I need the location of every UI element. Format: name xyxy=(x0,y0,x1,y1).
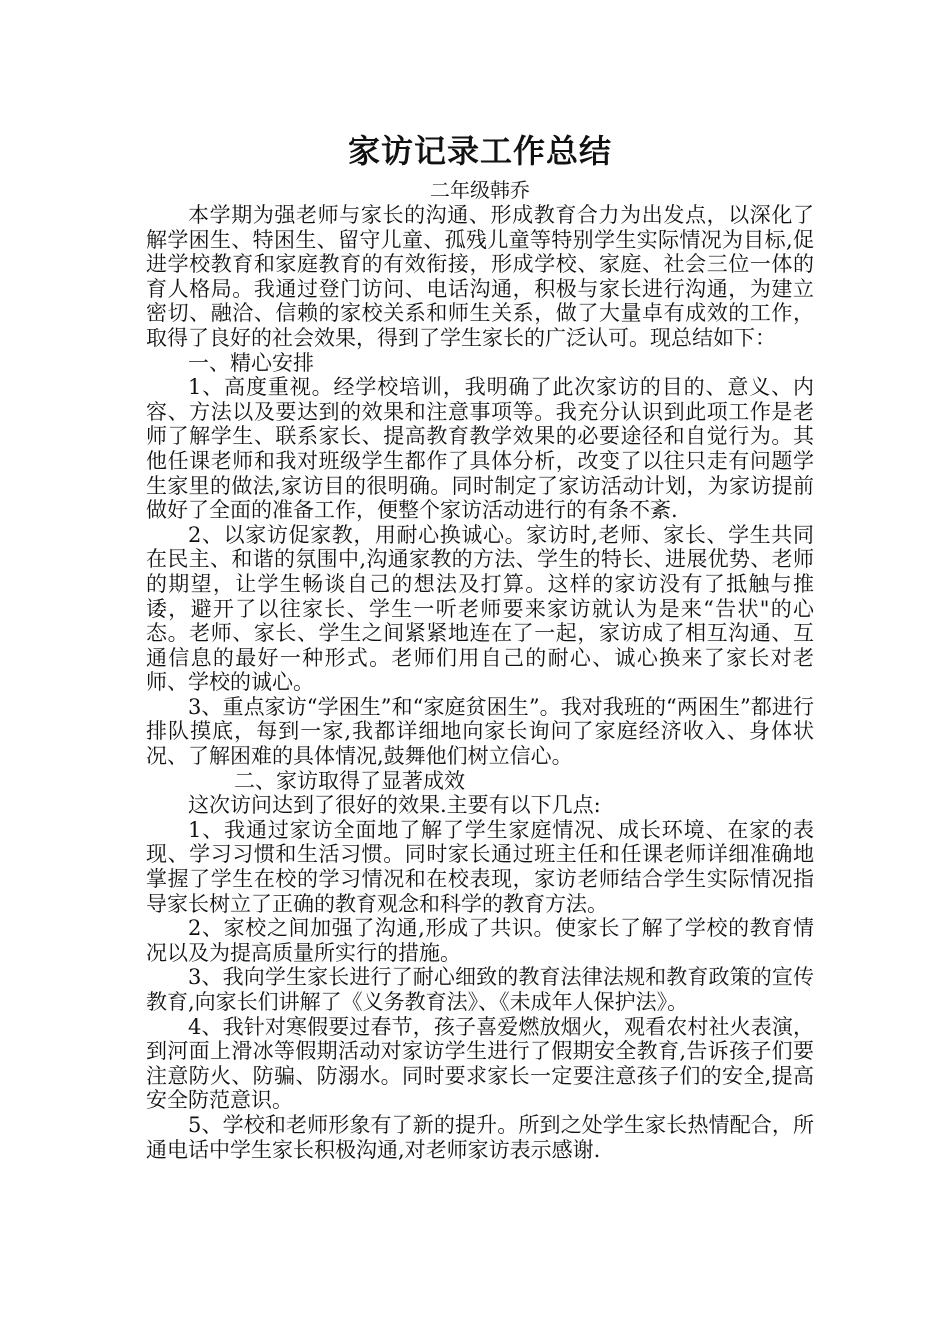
section2-item-1: 1、我通过家访全面地了解了学生家庭情况、成长环境、在家的表现、学习习惯和生活习惯。同时家长通过班主任和任课老师详细准确地掌握了学生在校的学习情况和在校表现，家访老师结合学生实际情况指导家长树立了正确的教育观念和科学的教育方法。 xyxy=(146,817,814,916)
document-title: 家访记录工作总结 xyxy=(347,132,612,170)
section2-item-4: 4、我针对寒假要过春节，孩子喜爱燃放烟火，观看农村社火表演，到河面上滑冰等假期活动对家访学生进行了假期安全教育,告诉孩子们要注意防火、防骗、防溺水。同时要求家长一定要注意孩子们的安全,提高安全防范意识。 xyxy=(146,1014,814,1113)
section1-item-3: 3、重点家访“学困生”和“家庭贫困生”。我对我班的“两困生”都进行排队摸底，每到一家,我都详细地向家长询问了家庭经济收入、身体状况、了解困难的具体情况,鼓舞他们树立信心。 xyxy=(146,694,814,769)
document-page xyxy=(146,125,814,1162)
intro-paragraph: 本学期为强老师与家长的沟通、形成教育合力为出发点，以深化了解学困生、特困生、留守儿童、孤残儿童等特别学生实际情况为目标,促进学校教育和家庭教育的有效衔接，形成学校、家庭、社会三位一体的育人格局。我通过登门访问、电话沟通，积极与家长进行沟通，为建立密切、融洽、信赖的家校关系和师生关系，做了大量卓有成效的工作，取得了良好的社会效果，得到了学生家长的广泛认可。现总结如下： xyxy=(146,203,814,350)
section2-heading: 二、家访取得了显著成效 xyxy=(234,768,465,793)
section2-lead: 这次访问达到了很好的效果.主要有以下几点: xyxy=(188,793,601,818)
section1-item-2: 2、以家访促家教，用耐心换诚心。家访时,老师、家长、学生共同在民主、和谐的氛围中,沟通家教的方法、学生的特长、进展优势、老师的期望，让学生畅谈自己的想法及打算。这样的家访没有了抵触与推诿，避开了以往家长、学生一听老师要来家访就认为是来“告状"的心态。老师、家长、学生之间紧紧地连在了一起，家访成了相互沟通、互通信息的最好一种形式。老师们用自己的耐心、诚心换来了家长对老师、学校的诚心。 xyxy=(146,522,814,695)
section2-item-3: 3、我向学生家长进行了耐心细致的教育法律法规和教育政策的宣传教育,向家长们讲解了《义务教育法》、《未成年人保护法》。 xyxy=(146,965,814,1014)
section2-item-2: 2、家校之间加强了沟通,形成了共识。使家长了解了学校的教育情况以及为提高质量所实行的措施。 xyxy=(146,916,814,965)
document-author: 二年级韩乔 xyxy=(430,178,530,202)
section1-heading: 一、精心安排 xyxy=(188,350,314,375)
section2-item-5: 5、学校和老师形象有了新的提升。所到之处学生家长热情配合，所通电话中学生家长积极沟通,对老师家访表示感谢. xyxy=(146,1112,814,1162)
section1-item-1: 1、高度重视。经学校培训，我明确了此次家访的目的、意义、内容、方法以及要达到的效果和注意事项等。我充分认识到此项工作是老师了解学生、联系家长、提高教育教学效果的必要途径和自觉行为。其他任课老师和我对班级学生都作了具体分析，改变了以往只走有问题学生家里的做法,家访目的很明确。同时制定了家访活动计划，为家访提前做好了全面的准备工作，便整个家访活动进行的有条不紊. xyxy=(146,375,814,523)
